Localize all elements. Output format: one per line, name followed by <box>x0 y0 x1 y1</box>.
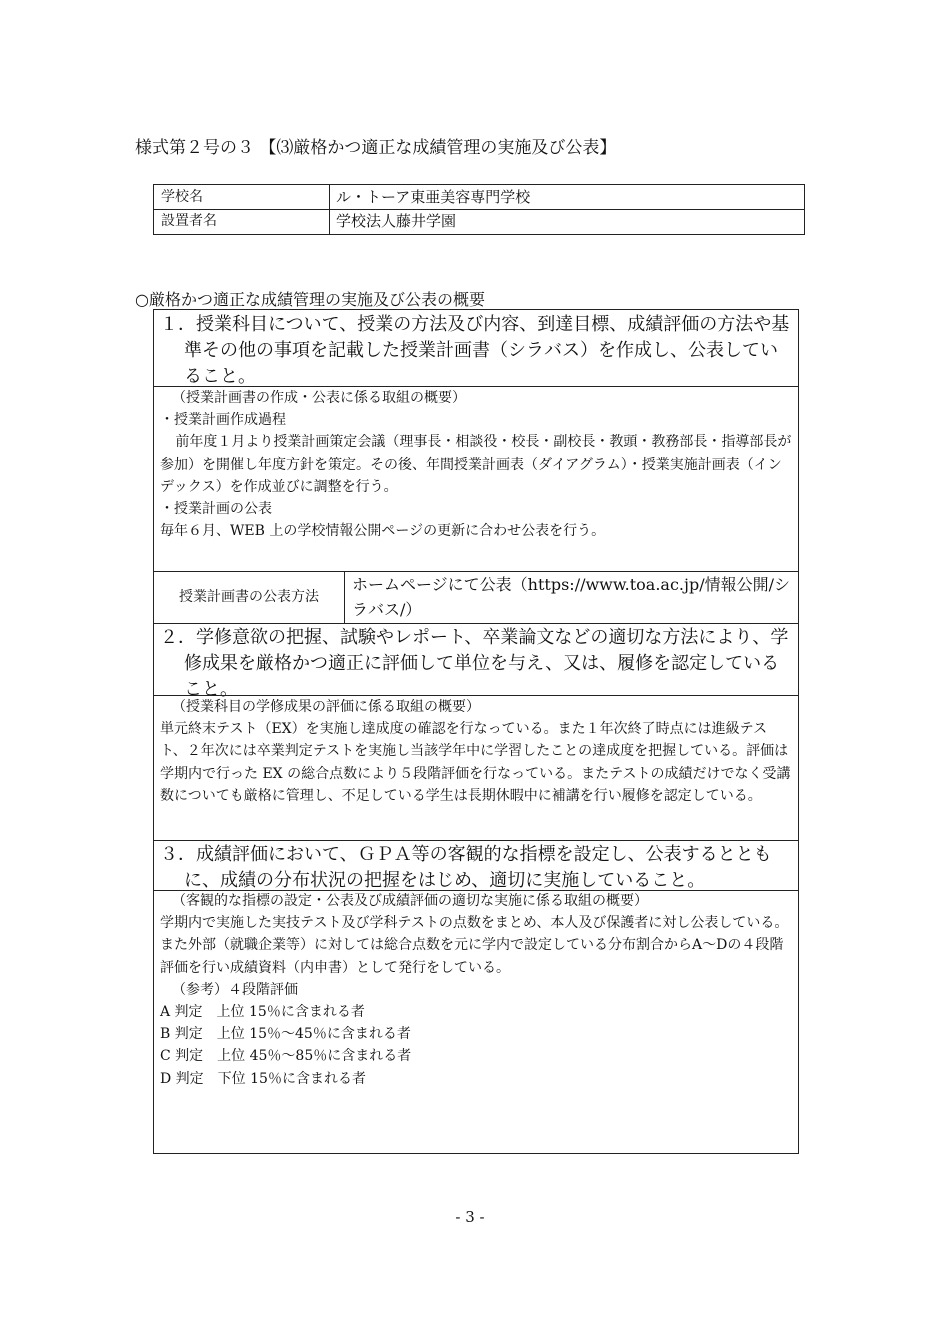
section2-heading-text: 学修意欲の把握、試験やレポート、卒業論文などの適切な方法により、学修成果を厳格かつ適正に評価して単位を与え、又は、履修を認定していること。 <box>184 627 789 700</box>
grade-item: B 判定 上位 15％～45％に含まれる者 <box>160 1026 411 1043</box>
section2-subtitle: （授業科目の学修成果の評価に係る取組の概要） <box>172 699 480 715</box>
section2-body <box>154 695 798 840</box>
school-info-table <box>153 184 805 235</box>
school-name-row <box>154 185 804 210</box>
grade-item: A 判定 上位 15％に含まれる者 <box>160 1004 365 1021</box>
grade-management-table <box>153 309 799 1154</box>
section3-subtitle: （客観的な指標の設定・公表及び成績評価の適切な実施に係る取組の概要） <box>172 893 648 909</box>
publication-method-value: ホームページにて公表（https://www.toa.ac.jp/情報公開/シラバス/） <box>352 575 791 619</box>
section2-number: ２． <box>160 627 196 648</box>
founder-name-value: 学校法人藤井学園 <box>336 212 457 230</box>
section1-body <box>154 386 798 571</box>
school-name-value: ル・トーア東亜美容専門学校 <box>336 188 531 206</box>
section1-line: ・授業計画作成過程 <box>160 412 286 429</box>
publication-method-row <box>154 571 798 623</box>
section3-reference-title: （参考）４段階評価 <box>172 981 298 998</box>
section3-heading-text: 成績評価において、ＧＰＡ等の客観的な指標を設定し、公表するとともに、成績の分布状況の把握をはじめ、適切に実施していること。 <box>184 844 772 891</box>
section3-text: 学期内で実施した実技テスト及び学科テストの点数をまとめ、本人及び保護者に対し公表している。また外部（就職企業等）に対しては総合点数を元に学内で設定している分布割合からA～Dの４段階評価を行い成績資料（内申書）として発行をしている。 <box>160 915 789 976</box>
section1-line: 前年度１月より授業計画策定会議（理事長・相談役・校長・副校長・教頭・教務部長・指導部長が参加）を開催し年度方針を策定。その後、年間授業計画表（ダイアグラム）・授業実施計画表（インデックス）を作成並びに調整を行う。 <box>160 434 792 495</box>
section1-heading-text: 授業科目について、授業の方法及び内容、到達目標、成績評価の方法や基準その他の事項を記載した授業計画書（シラバス）を作成し、公表していること。 <box>184 314 790 387</box>
overview-heading: ○厳格かつ適正な成績管理の実施及び公表の概要 <box>135 290 485 309</box>
section1-subtitle: （授業計画書の作成・公表に係る取組の概要） <box>172 390 466 406</box>
section3-number: ３． <box>160 844 196 865</box>
founder-name-row <box>154 209 804 234</box>
section1-number: １． <box>160 314 196 335</box>
section2-text: 単元終末テスト（EX）を実施し達成度の確認を行なっている。また１年次終了時点には進級テスト、２年次には卒業判定テストを実施し当該学年中に学習したことの達成度を把握している。評価は学期内で行った EX の総合点数により５段階評価を行なっている。またテストの成績だけでなく受講数についても厳格に管理し、不足している学生は長期休暇中に補講を行い履修を認定している。 <box>160 721 791 804</box>
publication-method-label: 授業計画書の公表方法 <box>154 571 345 623</box>
section3-body <box>154 890 798 1152</box>
section1-line: ・授業計画の公表 <box>160 501 272 518</box>
section3-heading <box>154 840 798 890</box>
section2-heading <box>154 623 798 700</box>
page-number: - 3 - <box>455 1208 485 1226</box>
school-name-label: 学校名 <box>154 185 330 209</box>
form-title: 様式第２号の３ 【⑶厳格かつ適正な成績管理の実施及び公表】 <box>135 138 617 158</box>
grade-item: C 判定 上位 45％～85％に含まれる者 <box>160 1048 412 1065</box>
founder-name-label: 設置者名 <box>154 209 330 234</box>
section1-heading <box>154 310 798 386</box>
section1-line: 毎年６月、WEB 上の学校情報公開ページの更新に合わせ公表を行う。 <box>160 523 606 540</box>
grade-item: D 判定 下位 15％に含まれる者 <box>160 1070 366 1087</box>
